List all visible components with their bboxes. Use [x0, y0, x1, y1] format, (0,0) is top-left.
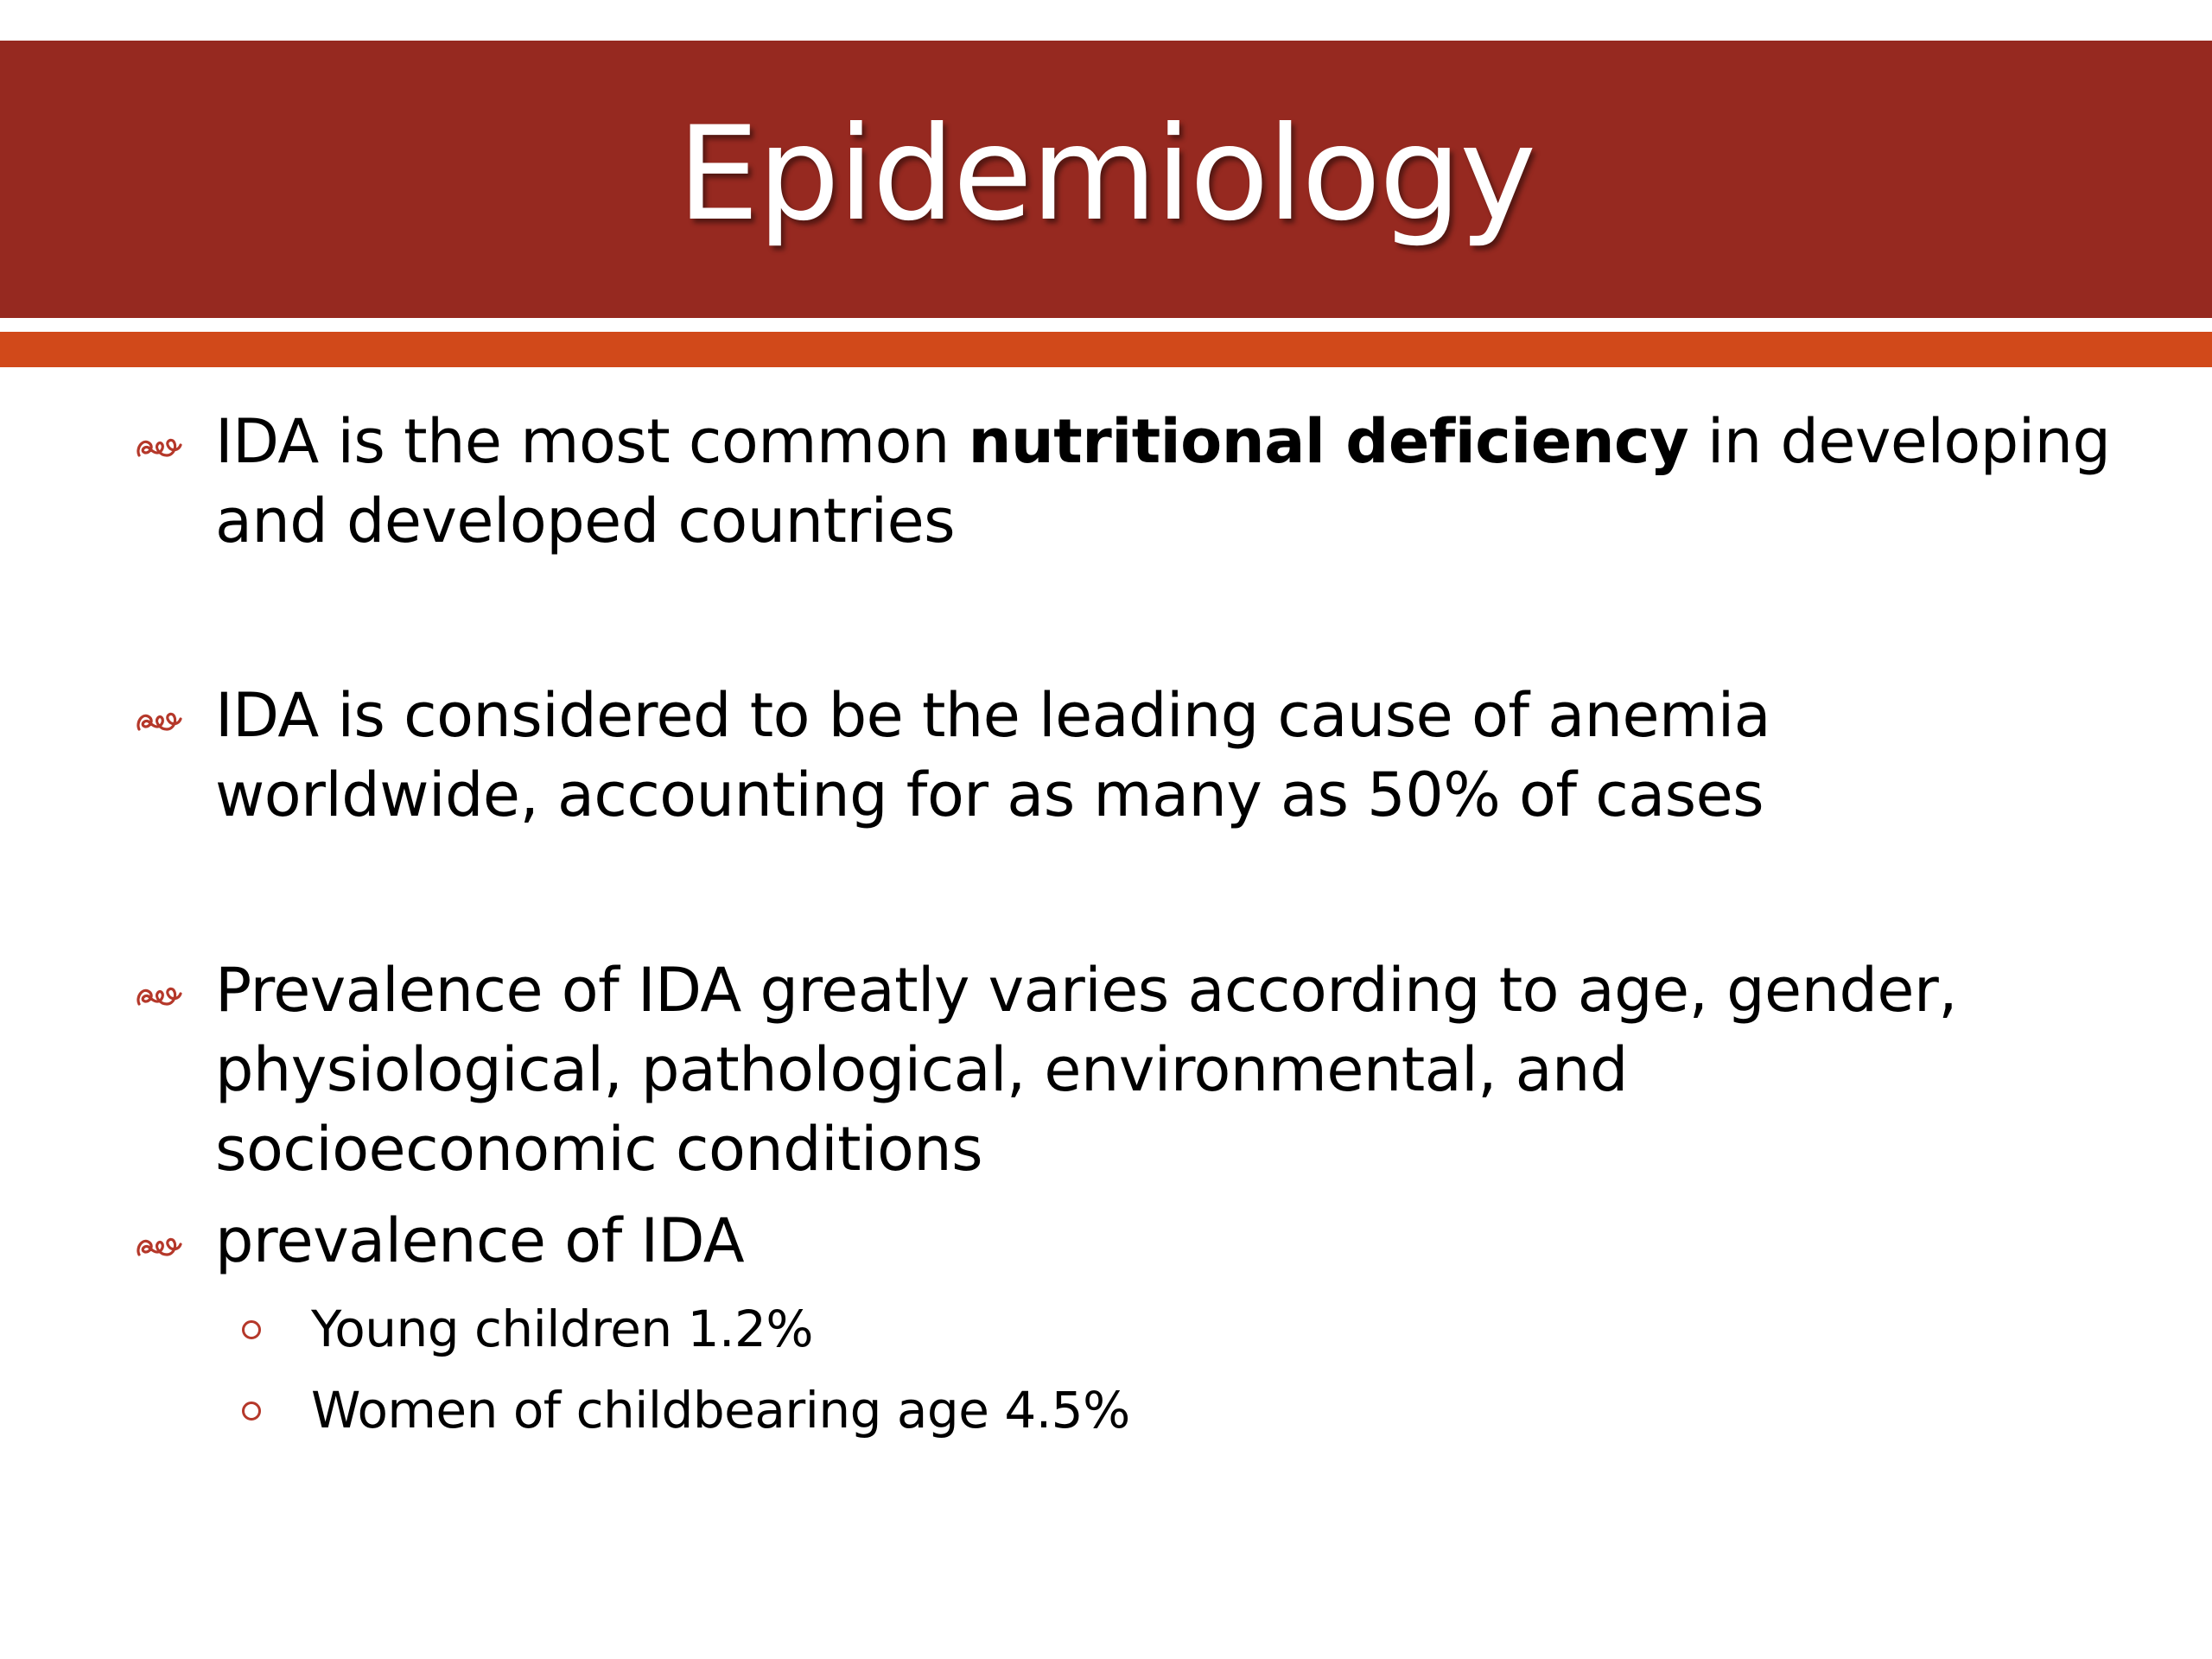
- slide-title: Epidemiology: [677, 99, 1535, 250]
- bullet-1-post: in developing: [1688, 406, 2111, 477]
- bullet-3-line-1: Prevalence of IDA greatly varies according to age, gender,: [215, 955, 1958, 1026]
- bullet-text-3: [215, 950, 2116, 1189]
- bullet-3-line-2: physiological, pathological, environmental, and: [215, 1034, 1628, 1105]
- curl-bullet-icon: [134, 703, 186, 738]
- bullet-text-2: [215, 676, 2116, 835]
- circle-bullet-icon: [242, 1402, 261, 1421]
- accent-band: [0, 332, 2212, 367]
- bullet-1-pre: IDA is the most common: [215, 406, 969, 477]
- curl-bullet-icon: [134, 429, 186, 464]
- circle-bullet-icon: [242, 1320, 261, 1339]
- bullet-1-line-2: and developed countries: [215, 486, 956, 556]
- bullet-2-line-1: IDA is considered to be the leading cause of anemia: [215, 680, 1771, 751]
- bullet-4-line-1: prevalence of IDA: [215, 1205, 745, 1276]
- curl-bullet-icon: [134, 1229, 186, 1263]
- sub-bullet-text-1: Young children 1.2%: [311, 1300, 813, 1358]
- bullet-2-line-2: worldwide, accounting for as many as 50% of cases: [215, 760, 1764, 830]
- curl-bullet-icon: [134, 978, 186, 1013]
- title-band: [0, 41, 2212, 318]
- bullet-1-bold: nutritional deficiency: [968, 406, 1689, 477]
- sub-bullet-text-2: Women of childbearing age 4.5%: [311, 1381, 1130, 1440]
- bullet-text-1: [215, 402, 2116, 561]
- bullet-text-4: [215, 1201, 2116, 1281]
- bullet-3-line-3: socioeconomic conditions: [215, 1114, 983, 1185]
- bullet-1-line-1: [215, 402, 2116, 481]
